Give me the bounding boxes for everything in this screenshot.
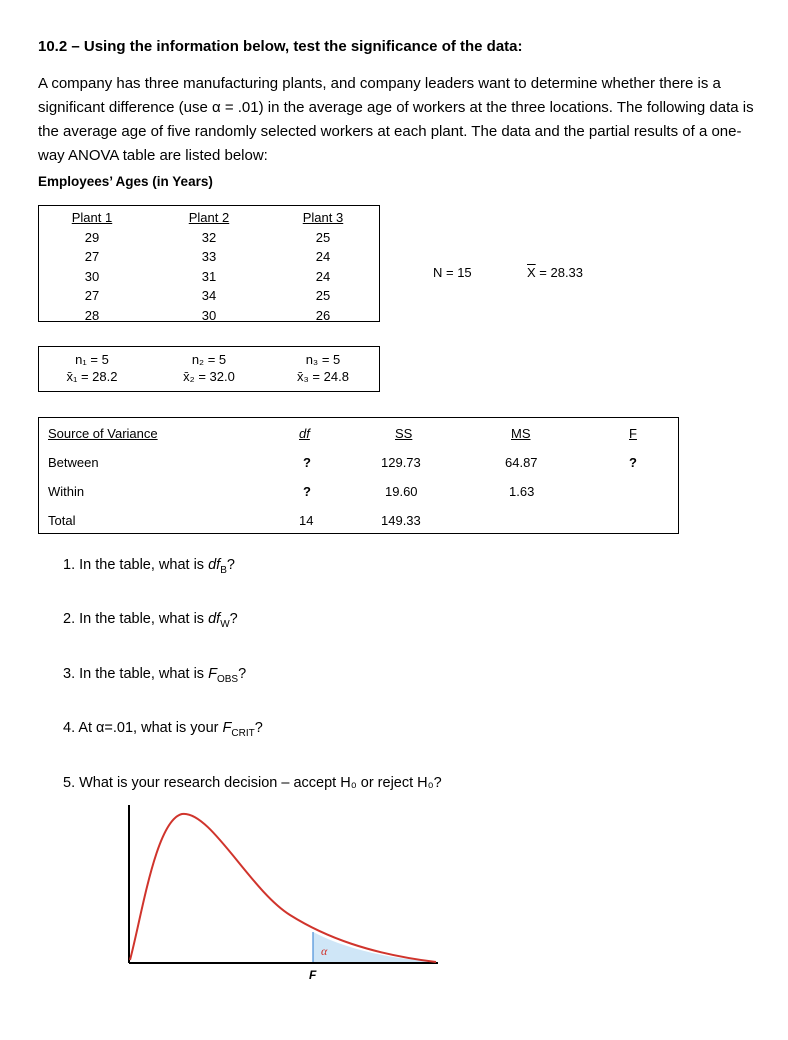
plant-3-stats bbox=[268, 351, 378, 385]
anova-header-source: Source of Variance bbox=[48, 426, 158, 441]
sample-size: n₃ = 5 bbox=[305, 352, 341, 367]
age-value: 25 bbox=[315, 229, 331, 245]
age-value: 32 bbox=[201, 229, 217, 245]
sample-size: n₂ = 5 bbox=[191, 352, 227, 367]
anova-row-within-ms: 1.63 bbox=[509, 484, 535, 499]
sample-stats-box bbox=[38, 346, 380, 392]
anova-header-ms: MS bbox=[511, 426, 531, 441]
problem-title: 10.2 – Using the information below, test the significance of the data: bbox=[38, 38, 523, 55]
age-value: 27 bbox=[84, 249, 100, 264]
plant-1-header: Plant 1 bbox=[71, 210, 113, 225]
anova-table bbox=[38, 417, 679, 534]
anova-row-within-df: ? bbox=[303, 484, 311, 499]
plant-3-header: Plant 3 bbox=[302, 210, 344, 225]
f-distribution-diagram bbox=[120, 800, 450, 985]
grand-mean-symbol: $\overline{X}$ bbox=[527, 265, 536, 280]
age-value: 34 bbox=[201, 288, 217, 303]
alpha-label: α bbox=[321, 944, 328, 958]
plant-1-stats bbox=[37, 351, 147, 385]
anova-row-between-ss: 129.73 bbox=[381, 455, 421, 470]
age-value: 31 bbox=[201, 268, 217, 284]
age-value: 30 bbox=[201, 307, 217, 323]
question-2: 2. In the table, what is $df_W$? bbox=[63, 611, 238, 630]
age-value: 33 bbox=[201, 249, 217, 264]
plant-2-header: Plant 2 bbox=[188, 210, 230, 225]
anova-row-within-ss: 19.60 bbox=[385, 484, 418, 499]
question-4: 4. At α=.01, what is your $F_{CRIT}$? bbox=[63, 720, 263, 739]
problem-intro: A company has three manufacturing plants, and company leaders want to determine whether there is a significant difference (use α = .01) in the average age of workers at the three locations. The following data is the average age of five randomly selected workers at each plant. The data and the partial results of a one-way ANOVA table are listed below: bbox=[38, 75, 754, 164]
total-n-label: N = 15 bbox=[433, 265, 472, 280]
anova-header-f: F bbox=[629, 426, 637, 441]
age-value: 30 bbox=[84, 268, 100, 284]
age-value: 29 bbox=[84, 229, 100, 245]
plant-1-column bbox=[52, 208, 132, 325]
table-heading: Employees’ Ages (in Years) bbox=[38, 174, 213, 189]
sample-mean: x̄₂ = 32.0 bbox=[183, 369, 235, 384]
anova-header-df: df bbox=[299, 426, 310, 441]
sample-size: n₁ = 5 bbox=[75, 352, 109, 367]
question-5: 5. What is your research decision – accept H₀ or reject H₀? bbox=[63, 775, 442, 791]
age-value: 27 bbox=[84, 288, 100, 303]
question-3: 3. In the table, what is $F_{OBS}$? bbox=[63, 666, 247, 685]
anova-row-total-source: Total bbox=[48, 513, 76, 528]
anova-row-total-ss: 149.33 bbox=[381, 513, 421, 528]
anova-row-between-f: ? bbox=[629, 455, 637, 470]
anova-row-between-source: Between bbox=[48, 455, 99, 470]
grand-mean-value: = 28.33 bbox=[535, 265, 584, 280]
plant-2-stats bbox=[154, 351, 264, 385]
anova-row-within-source: Within bbox=[48, 484, 85, 499]
plant-2-column bbox=[169, 208, 249, 325]
ages-table bbox=[38, 205, 380, 322]
age-value: 26 bbox=[315, 307, 331, 323]
f-axis-label: F bbox=[309, 968, 317, 982]
age-value: 24 bbox=[315, 268, 331, 284]
anova-row-between-ms: 64.87 bbox=[505, 455, 538, 470]
sample-mean: x̄₁ = 28.2 bbox=[66, 369, 118, 384]
age-value: 28 bbox=[84, 307, 100, 323]
sample-mean: x̄₃ = 24.8 bbox=[297, 369, 349, 384]
question-1: 1. In the table, what is $df_B$? bbox=[63, 557, 235, 576]
plant-3-column bbox=[283, 208, 363, 325]
age-value: 24 bbox=[315, 249, 331, 264]
anova-row-total-df: 14 bbox=[299, 513, 314, 528]
anova-header-ss: SS bbox=[395, 426, 413, 441]
f-density-curve bbox=[130, 814, 436, 962]
age-value: 25 bbox=[315, 288, 331, 303]
anova-row-between-df: ? bbox=[303, 455, 311, 470]
grand-mean-label bbox=[527, 265, 583, 280]
